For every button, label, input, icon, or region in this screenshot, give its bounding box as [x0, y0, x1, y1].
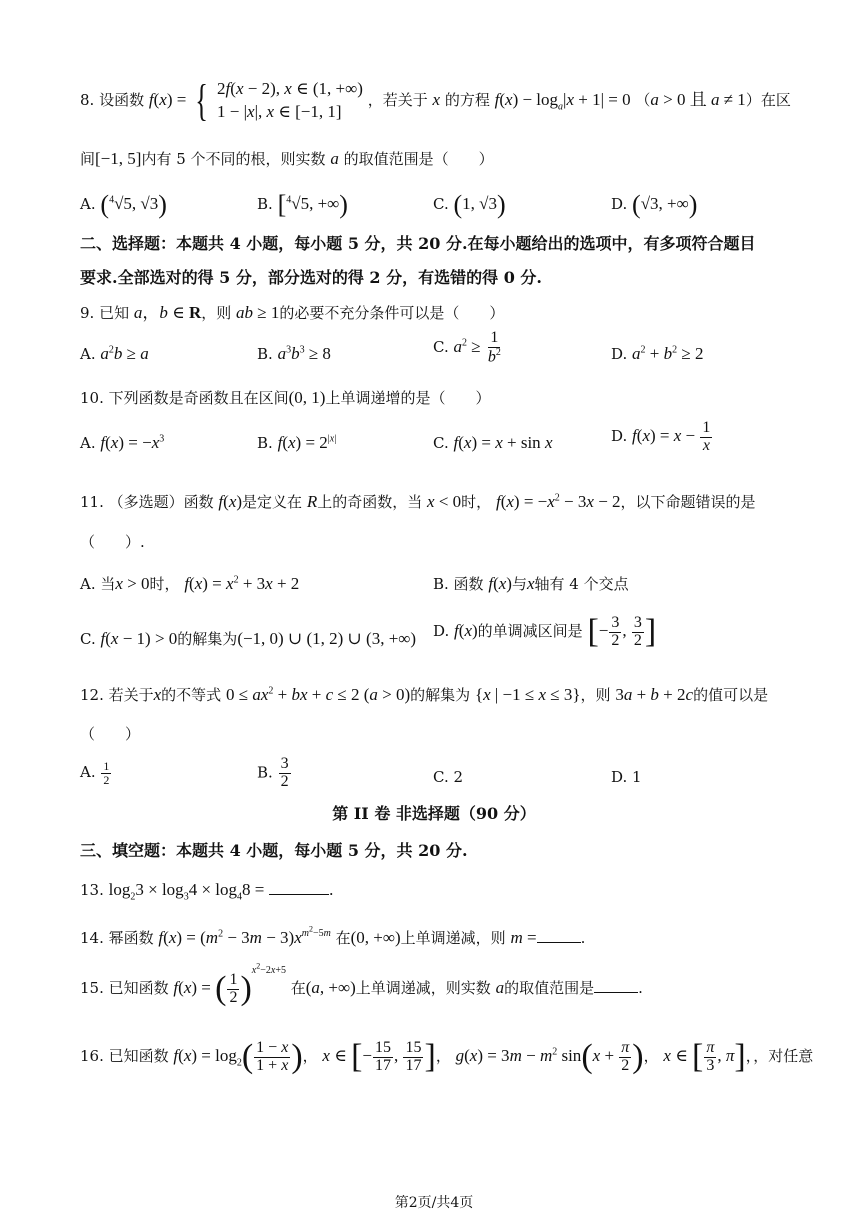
q12-option-a-label: A. — [80, 763, 96, 782]
q14-text-d: . — [580, 928, 586, 947]
q8-text-b: ，若关于 — [367, 90, 428, 109]
q14-m: m = — [510, 927, 537, 947]
q15-func: f(x) = ( $\frac{1}{2}$ )$^{x^2-2x+5}$ — [173, 961, 286, 1008]
q10-option-a-label: A. — [80, 434, 96, 452]
q11-option-a-text2: 时， — [149, 575, 180, 593]
q11-option-b-fx: f(x) — [488, 574, 512, 593]
q9-option-b[interactable] — [257, 344, 331, 364]
q9-cond: ab ≥ 1 — [236, 303, 280, 322]
q8-option-c[interactable] — [433, 192, 506, 218]
q9-option-c-value: $a^2$ ≥ $\frac{1}{b^2}$ — [453, 329, 501, 366]
q11-option-b-x: x — [526, 574, 535, 593]
q14-interval: (0, +∞) — [350, 927, 401, 947]
q16-text-b: ，对任意 — [753, 1047, 814, 1066]
q15-text-c: 上单调递减，则实数 — [355, 979, 491, 998]
q15-interval: (a, +∞) — [305, 978, 356, 998]
q8-var-x: x — [432, 89, 441, 109]
part2-heading: 第 II 卷 非选择题（90 分） — [332, 804, 536, 823]
q11-cond: x < 0 — [427, 492, 462, 511]
q13-answer-blank[interactable] — [269, 880, 329, 895]
q11-fx: f(x) — [218, 492, 243, 511]
q9-option-c-label: C. — [433, 337, 449, 356]
q15-text-a: 15. 已知函数 — [80, 979, 169, 998]
q11-option-b-text3: 轴有 4 个交点 — [534, 575, 629, 593]
q8-text-e: ）在区 — [745, 90, 791, 109]
q8-option-d-label: D. — [611, 194, 628, 213]
q9-option-c[interactable] — [433, 330, 504, 366]
q10-option-a-value: $f(x) = -x^3$ — [100, 433, 165, 452]
q11-option-c-expr: f(x − 1) > 0 — [100, 629, 178, 648]
q13-number: 13. — [80, 881, 104, 899]
q11-option-c-set: (−1, 0) ∪ (1, 2) ∪ (3, +∞) — [237, 629, 417, 648]
q10-option-c[interactable] — [433, 433, 552, 453]
section3-heading: 三、填空题：本题共 4 小题，每小题 5 分，共 20 分. — [80, 841, 468, 860]
q9-text-c: 的必要不充分条件可以是（ ） — [279, 304, 505, 322]
q11-option-a-text1: A. 当 — [80, 575, 116, 593]
q10-text-b: 上单调递增的是（ ） — [325, 389, 491, 407]
q8-var-a: a — [330, 149, 339, 168]
q8-fx-paren: ( — [153, 89, 160, 109]
q8-line2 — [80, 150, 494, 167]
q14-text-b: 在 — [335, 928, 351, 947]
q8-option-d[interactable] — [611, 192, 697, 218]
q10-option-c-value: f(x) = x + sin x — [453, 433, 553, 452]
q14-text-a: 14. 幂函数 — [80, 928, 154, 947]
q8-text-g: 内有 5 个不同的根，则实数 — [141, 150, 326, 168]
q12-option-c[interactable]: C. 2 — [433, 768, 464, 786]
q11-option-b[interactable] — [433, 573, 629, 594]
q11-paren: （ ）. — [80, 533, 145, 551]
q8-option-d-value: (√3, +∞) — [632, 190, 698, 219]
q10-option-c-label: C. — [433, 434, 449, 452]
q12-expr: 3a + b + 2c — [615, 685, 694, 704]
q14-line — [80, 926, 585, 946]
q11-option-c-label: C. — [80, 630, 96, 648]
q8-option-a-label: A. — [80, 194, 96, 213]
q12-option-a-value: $\frac{1}{2}$ — [103, 759, 110, 787]
q10-option-d-value: f(x) = x − $\frac{1}{x}$ — [632, 419, 711, 454]
q12-stem — [80, 686, 768, 703]
q16-gx: $g(x) = 3m - m^2$ sin(x + $\frac{\pi}{2}$ ) — [455, 1038, 644, 1076]
q12-inequality: $0 \le ax^2$ + bx + c ≤ 2 (a > 0) — [225, 685, 411, 704]
q8-text-f: 间 — [80, 150, 96, 168]
q16-domain-f: x ∈ [− $\frac{15}{17}$ , $\frac{15}{17}$ ] — [322, 1038, 436, 1076]
q11-option-d-label: D. — [433, 622, 450, 641]
q15-line — [80, 961, 643, 1008]
q10-interval: (0, 1) — [288, 388, 326, 407]
q11-expr: $f(x) = -x^2 - 3x - 2$ — [495, 492, 621, 511]
q16-text-a: 16. 已知函数 — [80, 1047, 169, 1066]
q10-option-a[interactable] — [80, 433, 164, 453]
q9-text-b: ，则 — [201, 304, 232, 322]
q12-option-b-label: B. — [257, 763, 273, 782]
q11-option-b-text2: 与 — [511, 575, 527, 593]
q11-text-c: 上的奇函数，当 — [317, 493, 423, 511]
q11-option-d[interactable] — [433, 615, 656, 650]
q8-interval: [−1, 5] — [95, 149, 142, 168]
q8-case1: 2f(x − 2), x ∈ (1, +∞) — [217, 79, 363, 98]
q11-option-a-cond: x > 0 — [115, 574, 150, 593]
q15-text-b: 在 — [290, 979, 306, 998]
q11-text-b: 是定义在 — [242, 493, 303, 511]
q15-text-e: . — [638, 979, 643, 998]
q13-expr: $\log_23 \times \log_34 \times \log_48$ = — [108, 880, 265, 903]
q8-fx: f — [148, 89, 154, 109]
q8-text-c: 的方程 — [444, 90, 490, 109]
q12-paren: （ ） — [80, 725, 141, 743]
q16-line: 16. 已知函数 $f(x) = \log_2$( $\frac{1 - x}{1 + x}$ )， x ∈ [− $\frac{15}{17}$ , $\frac{15}{17}$ ]， $g(x) = 3m - m^2$ sin(x + $\frac{\pi}{2}$ )， x ∈ [ $\frac{\pi}{3}$ , π]，，对任意 — [80, 1038, 814, 1076]
q11-option-d-fx: f(x) — [454, 621, 478, 641]
q8-option-b-value: [$^4$√5, +∞) — [277, 190, 348, 219]
q12-option-d[interactable]: D. 1 — [611, 768, 642, 786]
q12-option-b[interactable] — [257, 756, 292, 791]
q8-option-a[interactable] — [80, 192, 167, 218]
q8-line1 — [80, 75, 791, 125]
q12-text-d: ，则 — [580, 686, 611, 704]
q10-option-d[interactable] — [611, 420, 713, 455]
q13-line: 13. $\log_23 \times \log_34 \times \log_48$ = . — [80, 880, 334, 903]
q9-vars: a，b ∈ R — [133, 303, 202, 322]
q11-option-d-text: 的单调减区间是 — [477, 622, 583, 641]
q10-text-a: 10. 下列函数是奇函数且在区间 — [80, 389, 289, 407]
q9-option-a-label: A. — [80, 345, 96, 363]
q12-option-b-value: $\frac{3}{2}$ — [280, 755, 289, 790]
q8-fx-x: x — [159, 89, 167, 109]
q12-text-b: 的不等式 — [161, 686, 222, 704]
q11-text-a: 11. （多选题）函数 — [80, 493, 214, 511]
q10-stem — [80, 389, 490, 406]
q12-set: {x | −1 ≤ x ≤ 3} — [474, 685, 581, 704]
q9-option-a-value: $a^2b \ge a$ — [100, 344, 149, 363]
q8-text-a: 设函数 — [99, 90, 145, 109]
q8-cases — [217, 78, 363, 124]
q8-option-a-value: ($^4$√5, √3) — [100, 190, 167, 219]
q14-func: $f(x) = (m^2 - 3m - 3)x^{m^2-5m}$ — [158, 925, 331, 947]
q11-option-a[interactable] — [80, 573, 299, 594]
q12-text-a: 12. 若关于 — [80, 686, 154, 704]
q8-brace: { — [195, 75, 209, 125]
q11-option-c[interactable] — [80, 628, 416, 649]
q16-fx: $f(x) = \log_2$( $\frac{1 - x}{1 + x}$ ) — [173, 1038, 303, 1076]
q11-text-d: 时， — [461, 493, 492, 511]
q10-option-b[interactable] — [257, 433, 336, 453]
q8-text-d: （ — [635, 90, 651, 109]
q9-text-a: 9. 已知 — [80, 304, 130, 322]
q8-case2: 1 − |x|, x ∈ [−1, 1] — [217, 101, 342, 121]
q8-fx-close: ) = — [166, 89, 187, 109]
q10-option-b-value: $f(x) = 2^{|x|}$ — [277, 433, 337, 452]
q9-stem — [80, 304, 504, 321]
q9-option-d-value: $a^2 + b^2 \ge 2$ — [632, 344, 704, 363]
q8-option-b[interactable] — [257, 192, 348, 218]
q12-text-c: 的解集为 — [410, 686, 471, 704]
page-footer: 第2页/共4页 — [394, 1195, 474, 1211]
q9-option-b-value: $a^3b^3 \ge 8$ — [277, 344, 331, 363]
q9-option-d[interactable] — [611, 344, 703, 364]
q8-option-c-label: C. — [433, 194, 449, 213]
q8-cond: a > 0 且 a ≠ 1 — [650, 89, 746, 109]
q14-answer-blank[interactable] — [537, 928, 581, 943]
q15-answer-blank[interactable] — [594, 978, 638, 993]
q11-option-a-expr: $f(x) = x^2 + 3x + 2$ — [184, 574, 300, 593]
q9-option-a[interactable] — [80, 344, 149, 364]
q11-R: R — [306, 492, 318, 511]
q10-option-b-label: B. — [257, 434, 273, 452]
q12-text-e: 的值可以是 — [693, 686, 769, 704]
q11-option-b-text1: B. 函数 — [433, 575, 484, 593]
q12-x: x — [153, 685, 162, 704]
q14-text-c: 上单调递减，则 — [400, 928, 506, 947]
section2-heading-line1: 二、选择题：本题共 4 小题，每小题 5 分，共 20 分.在每小题给出的选项中，有多项符合题目 — [80, 234, 756, 253]
q8-option-b-label: B. — [257, 194, 273, 213]
q16-domain-g: x ∈ [ $\frac{\pi}{3}$ , π] — [663, 1038, 746, 1076]
q15-text-d: 的取值范围是 — [504, 979, 595, 998]
q8-equation: $f(x) - \log_a|x + 1| = 0$ — [494, 89, 631, 113]
q11-option-c-text: 的解集为 — [177, 630, 238, 648]
q9-option-b-label: B. — [257, 345, 273, 363]
q11-option-d-interval: [− $\frac{3}{2}$ , $\frac{3}{2}$ ] — [587, 613, 657, 651]
q10-option-d-label: D. — [611, 427, 628, 446]
q12-option-a[interactable] — [80, 760, 112, 786]
q8-number: 8. — [80, 90, 95, 109]
q8-text-h: 的取值范围是（ ） — [343, 150, 494, 168]
q11-stem — [80, 493, 756, 510]
q9-option-d-label: D. — [611, 345, 628, 363]
q11-text-e: ，以下命题错误的是 — [620, 493, 756, 511]
section2-heading-line2: 要求.全部选对的得 5 分，部分选对的得 2 分，有选错的得 0 分. — [80, 268, 542, 287]
q8-option-c-value: (1, √3) — [453, 190, 506, 219]
q15-a: a — [495, 978, 505, 998]
